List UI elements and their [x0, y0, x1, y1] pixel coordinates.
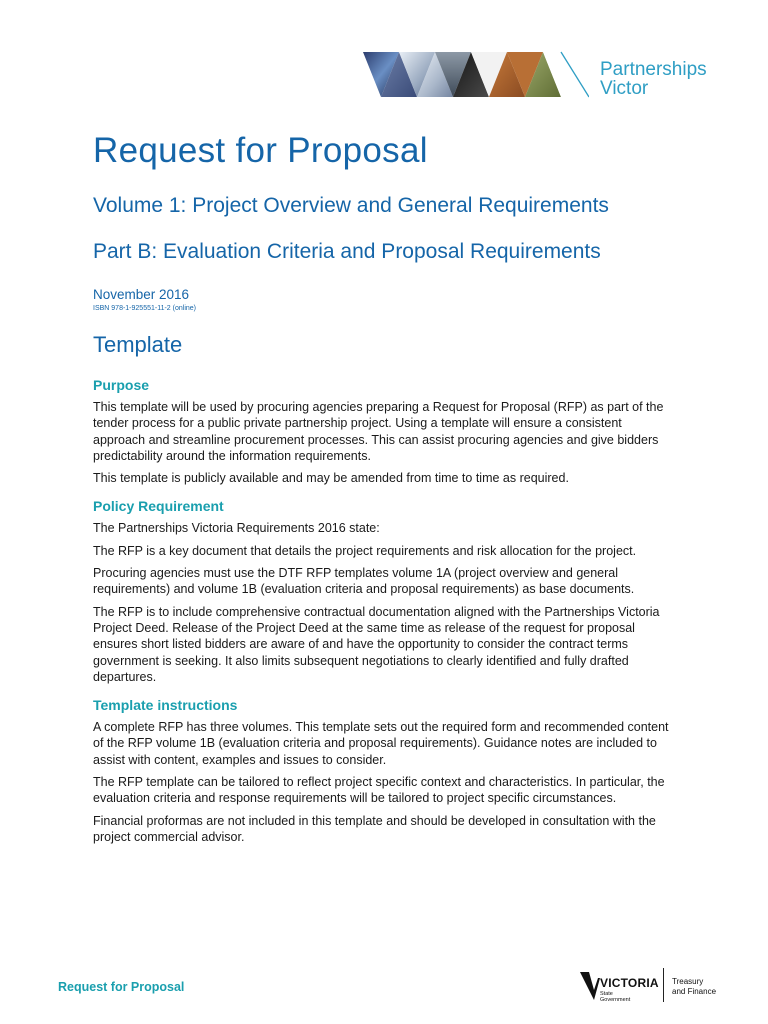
logo-wordmark	[600, 60, 707, 98]
victoria-v-mark-icon	[580, 966, 600, 1004]
policy-paragraph: The RFP is to include comprehensive contractual documentation aligned with the Partnerships Victoria Project Deed. Release of the Project Deed at the same time as release of the request for proposal ensures short listed bidders are aware of and have the opportunity to consider the contract terms government is seeking. It also limits subsequent negotiations to clearly identified and fully drafted departures.	[93, 604, 660, 684]
purpose-paragraph: This template is publicly available and may be amended from time to time as required.	[93, 471, 569, 486]
section-heading-template-instructions: Template instructions	[93, 697, 238, 714]
section-heading-policy-requirement: Policy Requirement	[93, 498, 224, 515]
logo-line-partnerships: Partnerships	[600, 59, 707, 80]
template-heading: Template	[93, 332, 183, 357]
state-government-label: State Government	[600, 991, 631, 1003]
section-heading-purpose: Purpose	[93, 377, 150, 393]
instructions-paragraph: The RFP template can be tailored to reflect project specific context and characteristics. In particular, the evaluation criteria and response requirements will be tailored to project specific circumstances.	[93, 775, 665, 806]
victoria-wordmark: VICTORIA	[600, 976, 659, 990]
volume-subtitle: Volume 1: Project Overview and General Requirements	[93, 194, 609, 217]
victoria-government-logo	[580, 964, 725, 1008]
purpose-paragraph: This template will be used by procuring agencies preparing a Request for Proposal (RFP) as part of the tender process for a public private partnership project. Using a template will ensure a consistent approach and streamline procurement processes. This can assist procuring agencies and give bidders predictability around the information requirements.	[93, 400, 664, 463]
partnerships-victoria-logo	[363, 50, 723, 100]
isbn-text: ISBN 978-1-925551-11-2 (online)	[93, 305, 196, 312]
policy-paragraph: The Partnerships Victoria Requirements 2016 state:	[93, 521, 380, 536]
document-title: Request for Proposal	[93, 131, 428, 170]
policy-paragraph: The RFP is a key document that details the project requirements and risk allocation for the project.	[93, 543, 637, 558]
footer-title: Request for Proposal	[58, 980, 185, 994]
part-subtitle: Part B: Evaluation Criteria and Proposal Requirements	[93, 240, 601, 263]
logo-triangles-graphic	[363, 50, 589, 99]
instructions-paragraph: Financial proformas are not included in this template and should be developed in consultation with the project commercial advisor.	[93, 813, 656, 844]
publication-date: November 2016	[93, 287, 190, 302]
body-content	[93, 377, 673, 851]
logo-divider	[663, 968, 664, 1002]
logo-line-victor: Victor	[600, 78, 649, 99]
policy-paragraph: Procuring agencies must use the DTF RFP templates volume 1A (project overview and general requirements) and volume 1B (evaluation criteria and proposal requirements) as base documents.	[93, 566, 635, 597]
instructions-paragraph: A complete RFP has three volumes. This template sets out the required form and recommended content of the RFP volume 1B (evaluation criteria and proposal requirements). Guidance notes are included to assist with content, examples and issues to consider.	[93, 720, 669, 767]
treasury-and-finance-label: Treasury and Finance	[672, 977, 717, 996]
